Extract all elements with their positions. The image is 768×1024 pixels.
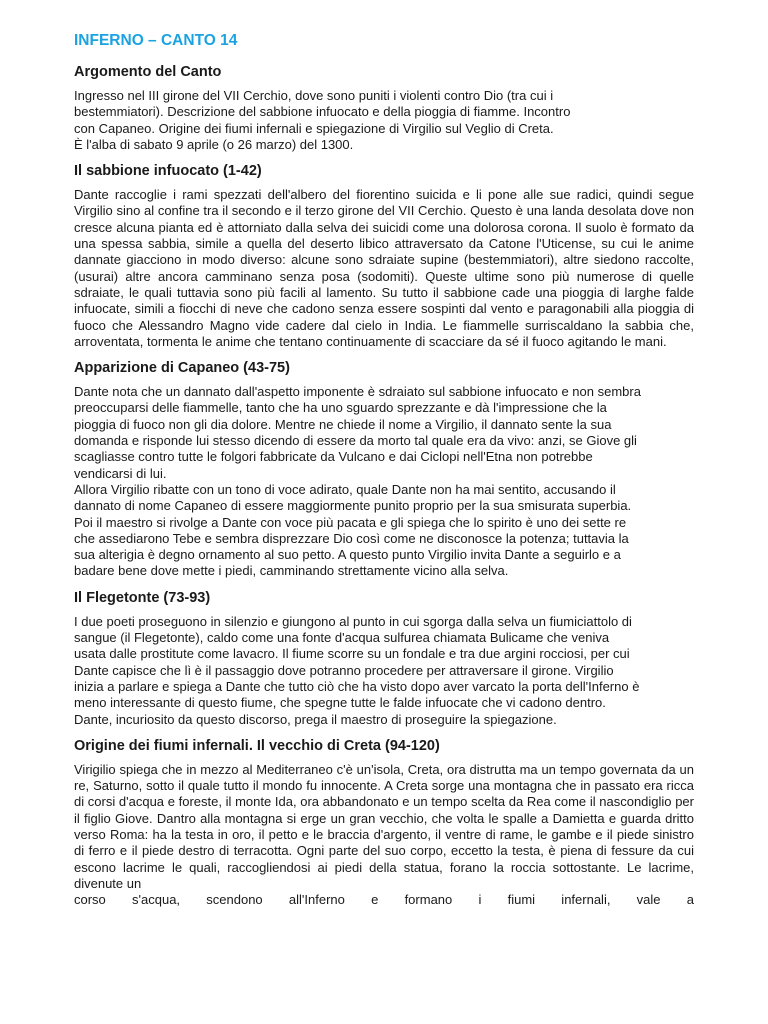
text-line: Dante capisce che lì è il passaggio dove potranno procedere per attraversare il girone. Virgilio xyxy=(74,662,614,678)
text-line: sua alterigia è degno ornamento al suo petto. A questo punto Virgilio invita Dante a seguirlo e a xyxy=(74,547,621,563)
text-line: scagliasse contro tutte le folgori fabbricate da Vulcano e dai Ciclopi nell'Etna non potrebbe xyxy=(74,449,593,465)
text-line: vendicarsi di lui. xyxy=(74,465,167,481)
text-line: sangue (il Flegetonte), caldo come una fonte d'acqua sulfurea chiamata Bulicame che veniva xyxy=(74,630,610,646)
document-page xyxy=(74,30,694,916)
section-body-capaneo xyxy=(74,384,694,580)
text-line: I due poeti proseguono in silenzio e giungono al punto in cui sgorga dalla selva un fiumiciattolo di xyxy=(74,613,632,629)
text-line: Dante, incuriosito da questo discorso, prega il maestro di proseguire la spiegazione. xyxy=(74,711,557,727)
text-line: È l'alba di sabato 9 aprile (o 26 marzo) del 1300. xyxy=(74,136,354,152)
section-heading-sabbione: Il sabbione infuocato (1-42) xyxy=(74,163,262,180)
text-line: che assediarono Tebe e sembra disprezzare Dio così come ne disconosce la potenza; tuttavia la xyxy=(74,530,629,546)
text-line: Dante nota che un dannato dall'aspetto imponente è sdraiato sul sabbione infuocato e non sembra xyxy=(74,384,641,400)
text-line: bestemmiatori). Descrizione del sabbione infuocato e della pioggia di fiamme. Incontro xyxy=(74,104,571,120)
text-line: badare bene dove mette i piedi, camminando strettamente vicino alla selva. xyxy=(74,563,509,579)
section-body-origine: Virigilio spiega che in mezzo al Mediterraneo c'è un'isola, Creta, ora distrutta ma un tempo governata da un re, Saturno, sotto il quale tutto il mondo fu innocente. A Creta sorge una montagna che in passato era ricca di corsi d'acqua e foreste, il monte Ida, ora abbandonato e un tempo scelta da Rea come il nascondiglio per il figlio Giove. Dantro alla montagna si erge un gran vecchio, che volta le spalle a Damietta e guarda dritto verso Roma: ha la testa in oro, il petto e le braccia d'argento, il ventre di rame, le gambe e il piede sinistro di ferro e il piede destro di terracotta. Ogni parte del suo corpo, eccetto la testa, è piena di fessure da cui escono lacrime le quali, raccogliendosi ai piedi della statua, forano la roccia sottostante. Le lacrime, divenute un xyxy=(74,761,694,891)
text-line: meno interessante di questo fiume, che spegne tutte le falde infuocate che vi cadono dentro. xyxy=(74,695,606,711)
text-line: usata dalle prostitute come lavacro. Il fiume scorre su un fondale e tra due argini rocciosi, per cui xyxy=(74,646,630,662)
text-line: preoccuparsi delle fiammelle, tanto che ha uno sguardo sprezzante e dà l'impressione che la xyxy=(74,400,607,416)
section-heading-origine: Origine dei fiumi infernali. Il vecchio di Creta (94-120) xyxy=(74,737,440,754)
text-line: con Capaneo. Origine dei fiumi infernali e spiegazione di Virgilio sul Veglio di Creta. xyxy=(74,120,554,136)
section-body-flegetonte xyxy=(74,614,694,728)
text-line: inizia a parlare e spiega a Dante che tutto ciò che ha visto dopo aver varcato la porta dell'Inferno è xyxy=(74,678,640,694)
section-heading-flegetonte: Il Flegetonte (73-93) xyxy=(74,589,211,606)
section-heading-capaneo: Apparizione di Capaneo (43-75) xyxy=(74,360,290,377)
text-line: Ingresso nel III girone del VII Cerchio, dove sono puniti i violenti contro Dio (tra cui i xyxy=(74,88,554,103)
document-title: INFERNO – CANTO 14 xyxy=(74,32,238,49)
text-line: dannato di nome Capaneo di essere maggiormente punito proprio per la sua smisurata superbia. xyxy=(74,498,632,514)
text-line: pioggia di fuoco non gli dia dolore. Mentre ne chiede il nome a Virgilio, il dannato sente la sua xyxy=(74,416,612,432)
text-line: Poi il maestro si rivolge a Dante con voce più pacata e gli spiega che lo spirito è uno dei sette re xyxy=(74,514,627,530)
text-line: Allora Virgilio ribatte con un tono di voce adirato, quale Dante non ha mai sentito, accusando il xyxy=(74,481,616,497)
section-body-argomento xyxy=(74,88,694,153)
section-heading-argomento: Argomento del Canto xyxy=(74,64,222,80)
text-line: domanda e risponde lui stesso dicendo di essere da morto tal quale era da vivo: anzi, se Giove gli xyxy=(74,433,637,449)
section-body-sabbione: Dante raccoglie i rami spezzati dell'albero del fiorentino suicida e li pone alle sue radici, quindi segue Virgilio sino al confine tra il secondo e il terzo girone del VII Cerchio. Questo è una landa desolata dove non cresce alcuna pianta ed è attorniato dalla selva dei suicidi come una dolorosa corona. Il suolo è formato da una spessa sabbia, simile a quella del deserto libico attraversato da Catone l'Uticense, su cui le anime dannate giacciono in modo diverso: alcune sono sdraiate supine (bestemmiatori), altre siedono raccolte, (usurai) altre ancora camminano senza posa (sodomiti). Queste ultime sono più numerose di quelle sdraiate, le quali tuttavia sono più facili al lamento. Su tutto il sabbione cade una pioggia di larghe falde infuocate, simili a fiocchi di neve che cadono senza essere sospinti dal vento e paragonabili alla pioggia di fuoco che Alessandro Magno vide cadere dal cielo in India. Le fiammelle surriscaldano la sabbia che, arroventata, tormenta le anime che tentano continuamente di scacciare da sé il fuoco agitando le mani. xyxy=(74,187,694,349)
section-body-origine-last-line: corso s'acqua, scendono all'Inferno e formano i fiumi infernali, vale a xyxy=(74,892,694,908)
